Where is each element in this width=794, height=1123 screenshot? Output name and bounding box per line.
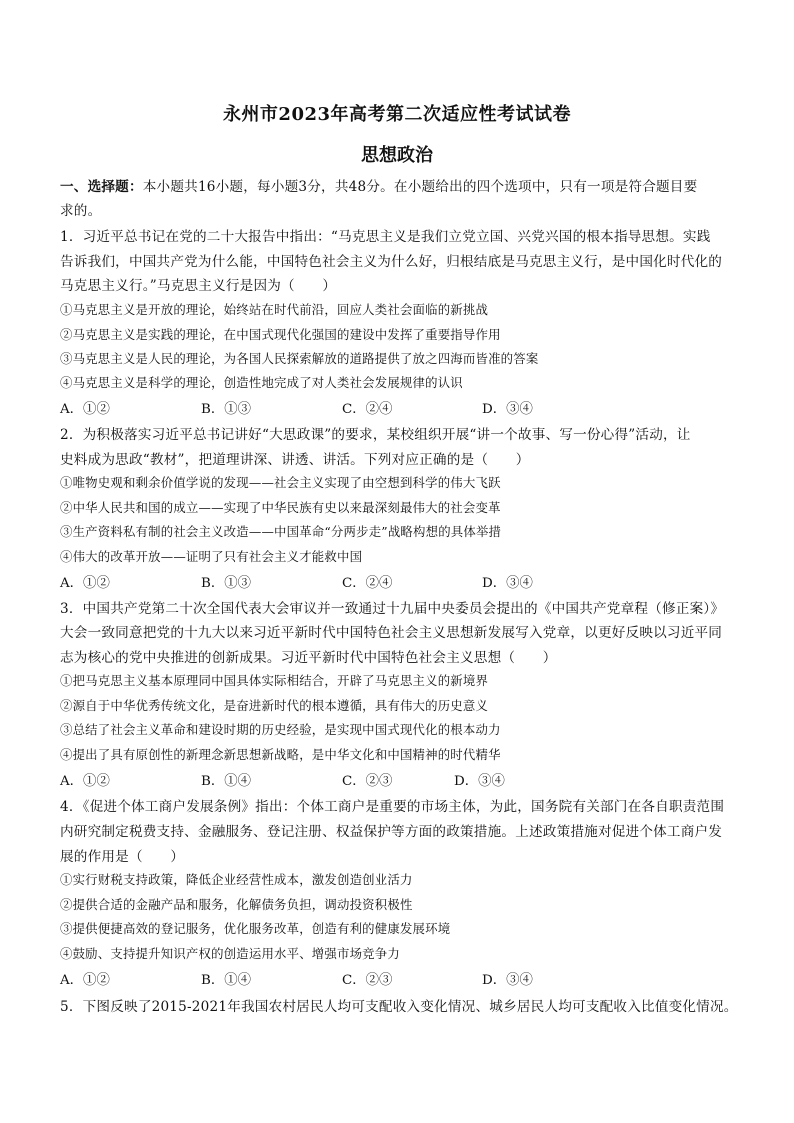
- question-3-item: ①把马克思主义基本原理同中国具体实际相结合，开辟了马克思主义的新境界: [60, 673, 489, 688]
- exam-title: 永州市2023年高考第二次适应性考试试卷: [222, 104, 572, 125]
- option-c: C．②③: [342, 774, 393, 789]
- question-5-stem-line: 5．下图反映了2015-2021年我国农村居民人均可支配收入变化情况、城乡居民人均可支配收入比值变化情况。: [60, 999, 738, 1015]
- section-description: 本小题共16小题，每小题3分，共48分。在小题给出的四个选项中，只有一项是符合题目要: [142, 179, 698, 195]
- question-4-item: ④鼓励、支持提升知识产权的创造运用水平、增强市场竞争力: [60, 946, 400, 961]
- option-d: D．③④: [482, 973, 533, 988]
- question-3-item: ④提出了具有原创性的新理念新思想新战略，是中华文化和中国精神的时代精华: [60, 747, 501, 762]
- option-b: B．①④: [201, 973, 252, 988]
- question-3-stem-line: 3．中国共产党第二十次全国代表大会审议并一致通过十九届中央委员会提出的《中国共产党章程（修正案）》: [60, 601, 725, 617]
- question-4-options: [60, 969, 740, 989]
- question-4-stem-line: 4．《促进个体工商户发展条例》指出：个体工商户是重要的市场主体，为此，国务院有关部门在各自职责范围: [60, 799, 725, 815]
- option-b: B．①③: [201, 576, 252, 591]
- question-3-stem-line: 大会一致同意把党的十九大以来习近平新时代中国特色社会主义思想新发展写入党章，以更好反映以习近平同: [60, 625, 723, 641]
- option-d: D．③④: [482, 576, 533, 591]
- question-1-item: ④马克思主义是科学的理论，创造性地完成了对人类社会发展规律的认识: [60, 375, 463, 390]
- option-a: A．①②: [60, 774, 110, 789]
- option-c: C．②③: [342, 973, 393, 988]
- question-4-stem-line: 内研究制定税费支持、金融服务、登记注册、权益保护等方面的政策措施。上述政策措施对促进个体工商户发: [60, 824, 723, 840]
- question-3-options: [60, 770, 740, 790]
- question-1-item: ①马克思主义是开放的理论，始终站在时代前沿，回应人类社会面临的新挑战: [60, 302, 489, 317]
- question-2-stem-line: 史料成为思政“教材”，把道理讲深、讲透、讲活。下列对应正确的是（ ）: [60, 452, 530, 468]
- option-d: D．③④: [454, 774, 505, 789]
- option-c: C．②④: [342, 402, 393, 417]
- question-4-item: ③提供便捷高效的登记服务，优化服务改革，创造有利的健康发展环境: [60, 921, 451, 936]
- option-a: A．①②: [60, 973, 110, 988]
- question-2-item: ④伟大的改革开放——证明了只有社会主义才能救中国: [60, 549, 363, 564]
- question-1-stem-line: 告诉我们，中国共产党为什么能，中国特色社会主义为什么好，归根结底是马克思主义行，是中国化时代化的: [60, 254, 723, 270]
- question-4-item: ②提供合适的金融产品和服务，化解债务负担，调动投资积极性: [60, 897, 413, 912]
- option-c: C．②④: [342, 576, 393, 591]
- section-label: 一、选择题：: [60, 179, 143, 195]
- question-1-stem-line: 1．习近平总书记在党的二十大报告中指出：“马克思主义是我们立党立国、兴党兴国的根本指导思想。实践: [60, 229, 711, 245]
- question-3-item: ②源自于中华优秀传统文化，是奋进新时代的根本遵循，具有伟大的历史意义: [60, 698, 489, 713]
- question-1-item: ③马克思主义是人民的理论，为各国人民探索解放的道路提供了放之四海而皆准的答案: [60, 351, 539, 366]
- section-description-line2: 求的。: [60, 203, 102, 219]
- option-d: D．③④: [482, 402, 533, 417]
- option-a: A．①②: [60, 576, 110, 591]
- section-header: [60, 175, 740, 195]
- question-1-options: [60, 398, 740, 418]
- question-4-stem-line: 展的作用是（ ）: [60, 849, 185, 865]
- question-3-stem-line: 志为核心的党中央推进的创新成果。习近平新时代中国特色社会主义思想（ ）: [60, 650, 557, 666]
- question-2-item: ③生产资料私有制的社会主义改造——中国革命“分两步走”战略构想的具体举措: [60, 524, 502, 539]
- question-3-item: ③总结了社会主义革命和建设时期的历史经验，是实现中国式现代化的根本动力: [60, 722, 501, 737]
- exam-subject: 思想政治: [361, 145, 433, 166]
- question-2-options: [60, 572, 740, 592]
- option-a: A．①②: [60, 402, 110, 417]
- question-1-stem-line: 马克思主义行。”马克思主义行是因为（ ）: [60, 278, 337, 294]
- question-2-item: ①唯物史观和剩余价值学说的发现——社会主义实现了由空想到科学的伟大飞跃: [60, 475, 501, 490]
- option-b: B．①④: [201, 774, 252, 789]
- question-1-item: ②马克思主义是实践的理论，在中国式现代化强国的建设中发挥了重要指导作用: [60, 327, 501, 342]
- question-4-item: ①实行财税支持政策，降低企业经营性成本，激发创造创业活力: [60, 872, 413, 887]
- question-2-stem-line: 2．为积极落实习近平总书记讲好“大思政课”的要求，某校组织开展“讲一个故事、写一份心得”活动，让: [60, 427, 691, 443]
- question-2-item: ②中华人民共和国的成立——实现了中华民族有史以来最深刻最伟大的社会变革: [60, 500, 501, 515]
- option-b: B．①③: [201, 402, 252, 417]
